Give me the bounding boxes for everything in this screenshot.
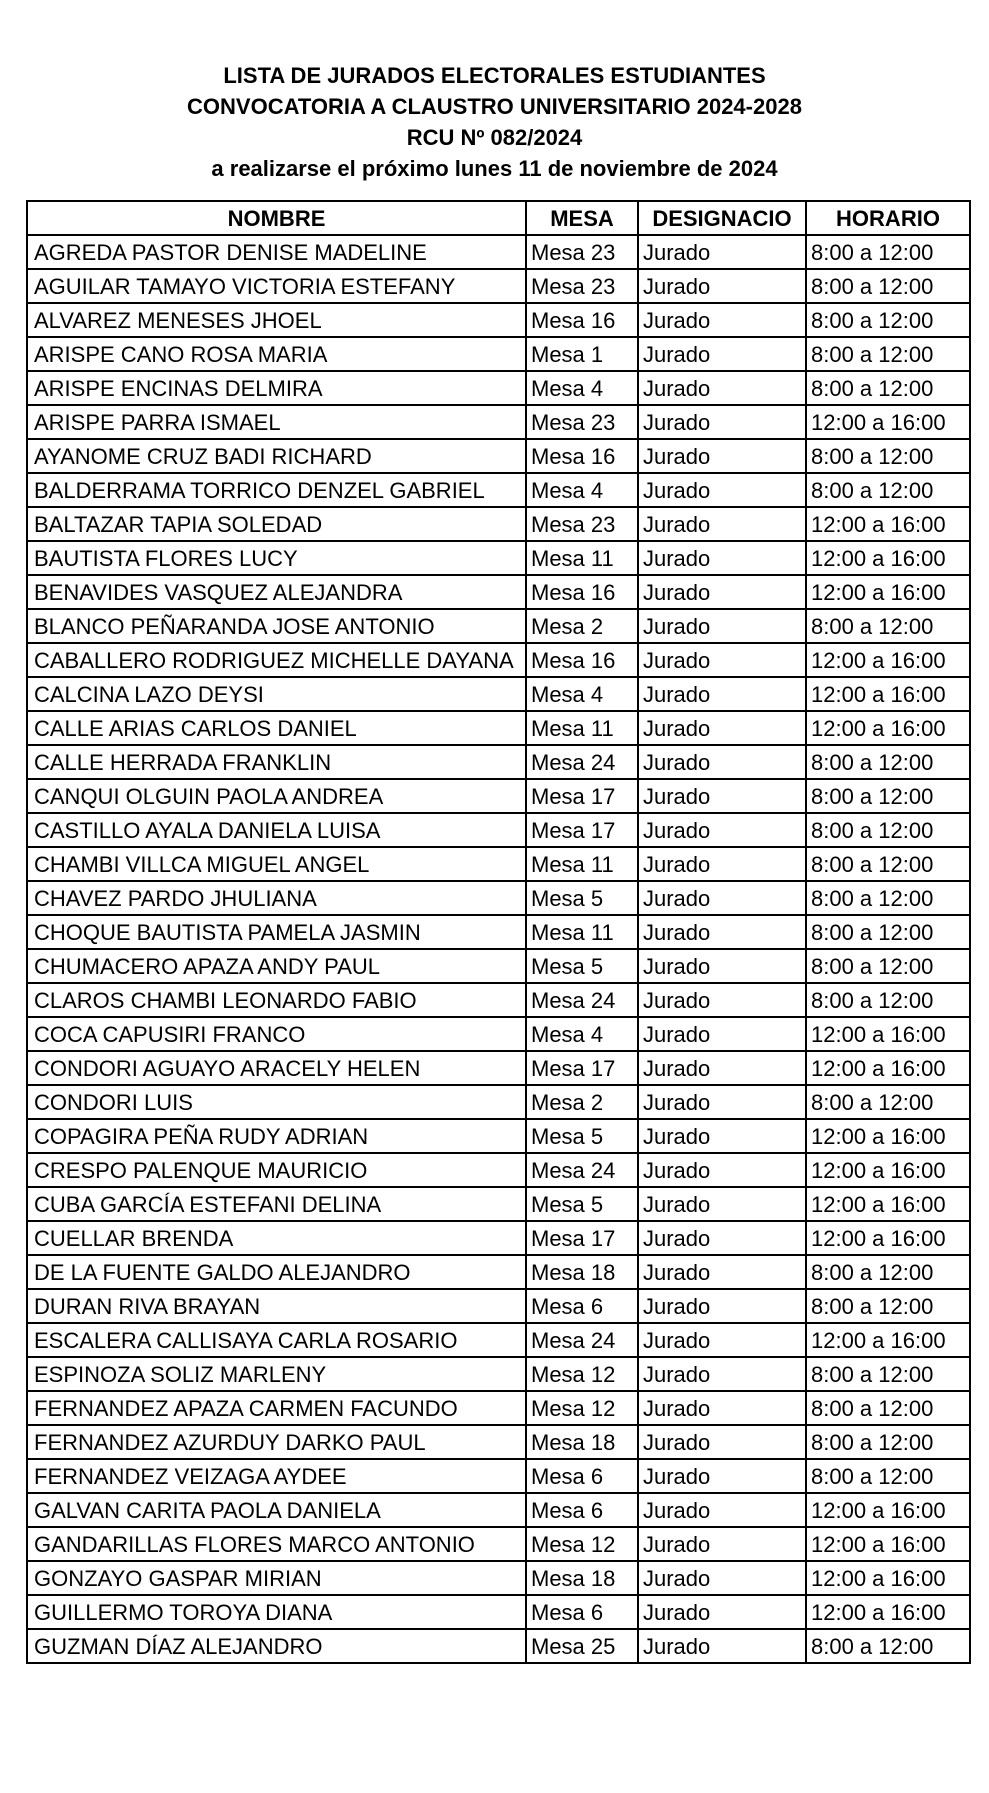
cell-horario: 8:00 a 12:00 (806, 1357, 970, 1391)
cell-designacion: Jurado (638, 337, 806, 371)
cell-mesa: Mesa 16 (526, 643, 638, 677)
cell-mesa: Mesa 11 (526, 541, 638, 575)
cell-designacion: Jurado (638, 711, 806, 745)
cell-horario: 12:00 a 16:00 (806, 677, 970, 711)
cell-horario: 12:00 a 16:00 (806, 643, 970, 677)
cell-horario: 12:00 a 16:00 (806, 1187, 970, 1221)
cell-nombre: CALCINA LAZO DEYSI (27, 677, 526, 711)
cell-designacion: Jurado (638, 1289, 806, 1323)
cell-mesa: Mesa 5 (526, 881, 638, 915)
cell-mesa: Mesa 4 (526, 1017, 638, 1051)
cell-nombre: CLAROS CHAMBI LEONARDO FABIO (27, 983, 526, 1017)
cell-horario: 12:00 a 16:00 (806, 575, 970, 609)
cell-designacion: Jurado (638, 473, 806, 507)
cell-horario: 8:00 a 12:00 (806, 813, 970, 847)
cell-horario: 12:00 a 16:00 (806, 1017, 970, 1051)
cell-designacion: Jurado (638, 609, 806, 643)
cell-designacion: Jurado (638, 1561, 806, 1595)
table-row (27, 711, 970, 745)
cell-nombre: CRESPO PALENQUE MAURICIO (27, 1153, 526, 1187)
cell-horario: 12:00 a 16:00 (806, 1119, 970, 1153)
table-row (27, 541, 970, 575)
cell-horario: 8:00 a 12:00 (806, 609, 970, 643)
cell-nombre: BLANCO PEÑARANDA JOSE ANTONIO (27, 609, 526, 643)
table-row (27, 847, 970, 881)
table-row (27, 1595, 970, 1629)
cell-mesa: Mesa 16 (526, 303, 638, 337)
cell-designacion: Jurado (638, 1323, 806, 1357)
cell-nombre: ESPINOZA SOLIZ MARLENY (27, 1357, 526, 1391)
cell-designacion: Jurado (638, 1119, 806, 1153)
cell-designacion: Jurado (638, 405, 806, 439)
table-row (27, 235, 970, 269)
cell-mesa: Mesa 1 (526, 337, 638, 371)
table-row (27, 1357, 970, 1391)
cell-nombre: BENAVIDES VASQUEZ ALEJANDRA (27, 575, 526, 609)
cell-horario: 8:00 a 12:00 (806, 371, 970, 405)
cell-mesa: Mesa 23 (526, 507, 638, 541)
cell-horario: 8:00 a 12:00 (806, 881, 970, 915)
cell-designacion: Jurado (638, 507, 806, 541)
cell-mesa: Mesa 6 (526, 1289, 638, 1323)
cell-horario: 8:00 a 12:00 (806, 337, 970, 371)
table-row (27, 983, 970, 1017)
cell-horario: 8:00 a 12:00 (806, 473, 970, 507)
cell-nombre: CANQUI OLGUIN PAOLA ANDREA (27, 779, 526, 813)
cell-designacion: Jurado (638, 1493, 806, 1527)
table-header-row (27, 201, 970, 235)
cell-mesa: Mesa 25 (526, 1629, 638, 1663)
cell-mesa: Mesa 17 (526, 1221, 638, 1255)
cell-mesa: Mesa 12 (526, 1391, 638, 1425)
cell-horario: 8:00 a 12:00 (806, 1459, 970, 1493)
cell-mesa: Mesa 18 (526, 1561, 638, 1595)
table-row (27, 1459, 970, 1493)
cell-nombre: CHAVEZ PARDO JHULIANA (27, 881, 526, 915)
cell-designacion: Jurado (638, 677, 806, 711)
cell-designacion: Jurado (638, 1527, 806, 1561)
cell-horario: 8:00 a 12:00 (806, 1289, 970, 1323)
cell-horario: 8:00 a 12:00 (806, 1629, 970, 1663)
column-header-horario: HORARIO (806, 201, 970, 235)
cell-mesa: Mesa 2 (526, 609, 638, 643)
cell-horario: 12:00 a 16:00 (806, 1493, 970, 1527)
table-row (27, 779, 970, 813)
cell-mesa: Mesa 12 (526, 1357, 638, 1391)
cell-nombre: BALTAZAR TAPIA SOLEDAD (27, 507, 526, 541)
cell-horario: 12:00 a 16:00 (806, 1595, 970, 1629)
cell-horario: 8:00 a 12:00 (806, 269, 970, 303)
cell-mesa: Mesa 23 (526, 269, 638, 303)
cell-horario: 12:00 a 16:00 (806, 405, 970, 439)
table-row (27, 1561, 970, 1595)
cell-designacion: Jurado (638, 269, 806, 303)
table-row (27, 1493, 970, 1527)
table-row (27, 1221, 970, 1255)
cell-mesa: Mesa 23 (526, 405, 638, 439)
cell-designacion: Jurado (638, 1017, 806, 1051)
cell-designacion: Jurado (638, 1357, 806, 1391)
document-subtitle: CONVOCATORIA A CLAUSTRO UNIVERSITARIO 2024-2028 (187, 94, 802, 119)
cell-nombre: CHUMACERO APAZA ANDY PAUL (27, 949, 526, 983)
cell-horario: 8:00 a 12:00 (806, 235, 970, 269)
table-row (27, 371, 970, 405)
cell-mesa: Mesa 11 (526, 847, 638, 881)
cell-mesa: Mesa 11 (526, 711, 638, 745)
table-row (27, 1289, 970, 1323)
cell-nombre: CONDORI AGUAYO ARACELY HELEN (27, 1051, 526, 1085)
cell-horario: 12:00 a 16:00 (806, 1323, 970, 1357)
cell-horario: 12:00 a 16:00 (806, 711, 970, 745)
cell-horario: 8:00 a 12:00 (806, 983, 970, 1017)
table-row (27, 405, 970, 439)
cell-nombre: GONZAYO GASPAR MIRIAN (27, 1561, 526, 1595)
cell-horario: 12:00 a 16:00 (806, 1221, 970, 1255)
cell-nombre: DURAN RIVA BRAYAN (27, 1289, 526, 1323)
cell-nombre: CUELLAR BRENDA (27, 1221, 526, 1255)
cell-designacion: Jurado (638, 1085, 806, 1119)
table-row (27, 915, 970, 949)
column-header-designacion: DESIGNACIO (638, 201, 806, 235)
table-row (27, 949, 970, 983)
table-row (27, 813, 970, 847)
cell-nombre: AYANOME CRUZ BADI RICHARD (27, 439, 526, 473)
cell-mesa: Mesa 5 (526, 949, 638, 983)
cell-horario: 8:00 a 12:00 (806, 949, 970, 983)
table-row (27, 337, 970, 371)
table-row (27, 881, 970, 915)
table-row (27, 643, 970, 677)
cell-nombre: CASTILLO AYALA DANIELA LUISA (27, 813, 526, 847)
table-row (27, 745, 970, 779)
cell-horario: 12:00 a 16:00 (806, 1153, 970, 1187)
cell-nombre: ESCALERA CALLISAYA CARLA ROSARIO (27, 1323, 526, 1357)
table-row (27, 1425, 970, 1459)
cell-mesa: Mesa 23 (526, 235, 638, 269)
cell-nombre: CONDORI LUIS (27, 1085, 526, 1119)
cell-horario: 12:00 a 16:00 (806, 1527, 970, 1561)
cell-mesa: Mesa 6 (526, 1595, 638, 1629)
cell-mesa: Mesa 24 (526, 745, 638, 779)
cell-nombre: ARISPE PARRA ISMAEL (27, 405, 526, 439)
cell-designacion: Jurado (638, 847, 806, 881)
cell-nombre: FERNANDEZ AZURDUY DARKO PAUL (27, 1425, 526, 1459)
cell-horario: 8:00 a 12:00 (806, 847, 970, 881)
cell-mesa: Mesa 18 (526, 1425, 638, 1459)
cell-mesa: Mesa 6 (526, 1459, 638, 1493)
table-row (27, 1391, 970, 1425)
cell-mesa: Mesa 2 (526, 1085, 638, 1119)
cell-mesa: Mesa 4 (526, 473, 638, 507)
cell-horario: 8:00 a 12:00 (806, 745, 970, 779)
cell-nombre: CHOQUE BAUTISTA PAMELA JASMIN (27, 915, 526, 949)
cell-mesa: Mesa 11 (526, 915, 638, 949)
table-row (27, 439, 970, 473)
cell-designacion: Jurado (638, 1459, 806, 1493)
cell-designacion: Jurado (638, 1187, 806, 1221)
column-header-mesa: MESA (526, 201, 638, 235)
cell-horario: 12:00 a 16:00 (806, 1051, 970, 1085)
cell-mesa: Mesa 24 (526, 1323, 638, 1357)
cell-designacion: Jurado (638, 1051, 806, 1085)
document-header (0, 60, 989, 184)
table-row (27, 269, 970, 303)
cell-designacion: Jurado (638, 371, 806, 405)
document-title: LISTA DE JURADOS ELECTORALES ESTUDIANTES (223, 63, 766, 88)
cell-nombre: ALVAREZ MENESES JHOEL (27, 303, 526, 337)
cell-designacion: Jurado (638, 779, 806, 813)
cell-nombre: DE LA FUENTE GALDO ALEJANDRO (27, 1255, 526, 1289)
cell-horario: 8:00 a 12:00 (806, 1085, 970, 1119)
cell-designacion: Jurado (638, 439, 806, 473)
cell-mesa: Mesa 24 (526, 1153, 638, 1187)
cell-nombre: FERNANDEZ VEIZAGA AYDEE (27, 1459, 526, 1493)
cell-designacion: Jurado (638, 1629, 806, 1663)
cell-horario: 8:00 a 12:00 (806, 1255, 970, 1289)
cell-nombre: COCA CAPUSIRI FRANCO (27, 1017, 526, 1051)
cell-designacion: Jurado (638, 303, 806, 337)
table-row (27, 1051, 970, 1085)
cell-mesa: Mesa 4 (526, 371, 638, 405)
cell-designacion: Jurado (638, 541, 806, 575)
table-row (27, 1323, 970, 1357)
cell-nombre: AGREDA PASTOR DENISE MADELINE (27, 235, 526, 269)
cell-horario: 8:00 a 12:00 (806, 439, 970, 473)
cell-mesa: Mesa 6 (526, 1493, 638, 1527)
cell-designacion: Jurado (638, 983, 806, 1017)
table-row (27, 575, 970, 609)
table-row (27, 609, 970, 643)
cell-nombre: CALLE HERRADA FRANKLIN (27, 745, 526, 779)
table-row (27, 1085, 970, 1119)
table-row (27, 507, 970, 541)
cell-mesa: Mesa 16 (526, 439, 638, 473)
cell-designacion: Jurado (638, 1595, 806, 1629)
table-row (27, 1255, 970, 1289)
cell-designacion: Jurado (638, 235, 806, 269)
table-row (27, 677, 970, 711)
cell-horario: 8:00 a 12:00 (806, 1425, 970, 1459)
cell-mesa: Mesa 5 (526, 1119, 638, 1153)
cell-mesa: Mesa 12 (526, 1527, 638, 1561)
cell-nombre: BAUTISTA FLORES LUCY (27, 541, 526, 575)
cell-designacion: Jurado (638, 1255, 806, 1289)
cell-designacion: Jurado (638, 915, 806, 949)
cell-designacion: Jurado (638, 1391, 806, 1425)
column-header-nombre: NOMBRE (27, 201, 526, 235)
cell-nombre: GANDARILLAS FLORES MARCO ANTONIO (27, 1527, 526, 1561)
cell-mesa: Mesa 17 (526, 779, 638, 813)
cell-mesa: Mesa 24 (526, 983, 638, 1017)
cell-nombre: ARISPE CANO ROSA MARIA (27, 337, 526, 371)
cell-nombre: ARISPE ENCINAS DELMIRA (27, 371, 526, 405)
cell-horario: 8:00 a 12:00 (806, 1391, 970, 1425)
cell-nombre: CHAMBI VILLCA MIGUEL ANGEL (27, 847, 526, 881)
table-row (27, 1527, 970, 1561)
table-row (27, 1017, 970, 1051)
cell-horario: 12:00 a 16:00 (806, 507, 970, 541)
table-row (27, 1119, 970, 1153)
cell-designacion: Jurado (638, 643, 806, 677)
event-date-note: a realizarse el próximo lunes 11 de noviembre de 2024 (211, 156, 778, 181)
cell-designacion: Jurado (638, 881, 806, 915)
cell-designacion: Jurado (638, 1425, 806, 1459)
cell-designacion: Jurado (638, 949, 806, 983)
table-row (27, 1153, 970, 1187)
cell-horario: 12:00 a 16:00 (806, 1561, 970, 1595)
cell-nombre: AGUILAR TAMAYO VICTORIA ESTEFANY (27, 269, 526, 303)
cell-horario: 8:00 a 12:00 (806, 915, 970, 949)
cell-designacion: Jurado (638, 745, 806, 779)
cell-nombre: CALLE ARIAS CARLOS DANIEL (27, 711, 526, 745)
cell-horario: 12:00 a 16:00 (806, 541, 970, 575)
table-row (27, 1187, 970, 1221)
cell-mesa: Mesa 17 (526, 813, 638, 847)
table-row (27, 473, 970, 507)
cell-nombre: BALDERRAMA TORRICO DENZEL GABRIEL (27, 473, 526, 507)
cell-designacion: Jurado (638, 575, 806, 609)
cell-nombre: FERNANDEZ APAZA CARMEN FACUNDO (27, 1391, 526, 1425)
cell-designacion: Jurado (638, 1221, 806, 1255)
cell-designacion: Jurado (638, 813, 806, 847)
cell-nombre: CUBA GARCÍA ESTEFANI DELINA (27, 1187, 526, 1221)
jurors-table (26, 200, 971, 1664)
cell-mesa: Mesa 18 (526, 1255, 638, 1289)
cell-horario: 8:00 a 12:00 (806, 303, 970, 337)
cell-horario: 8:00 a 12:00 (806, 779, 970, 813)
cell-nombre: GUZMAN DÍAZ ALEJANDRO (27, 1629, 526, 1663)
cell-designacion: Jurado (638, 1153, 806, 1187)
cell-nombre: CABALLERO RODRIGUEZ MICHELLE DAYANA (27, 643, 526, 677)
cell-mesa: Mesa 16 (526, 575, 638, 609)
cell-nombre: GALVAN CARITA PAOLA DANIELA (27, 1493, 526, 1527)
cell-nombre: GUILLERMO TOROYA DIANA (27, 1595, 526, 1629)
cell-mesa: Mesa 4 (526, 677, 638, 711)
resolution-number: RCU Nº 082/2024 (406, 125, 583, 150)
table-row (27, 303, 970, 337)
table-row (27, 1629, 970, 1663)
cell-nombre: COPAGIRA PEÑA RUDY ADRIAN (27, 1119, 526, 1153)
cell-mesa: Mesa 17 (526, 1051, 638, 1085)
cell-mesa: Mesa 5 (526, 1187, 638, 1221)
